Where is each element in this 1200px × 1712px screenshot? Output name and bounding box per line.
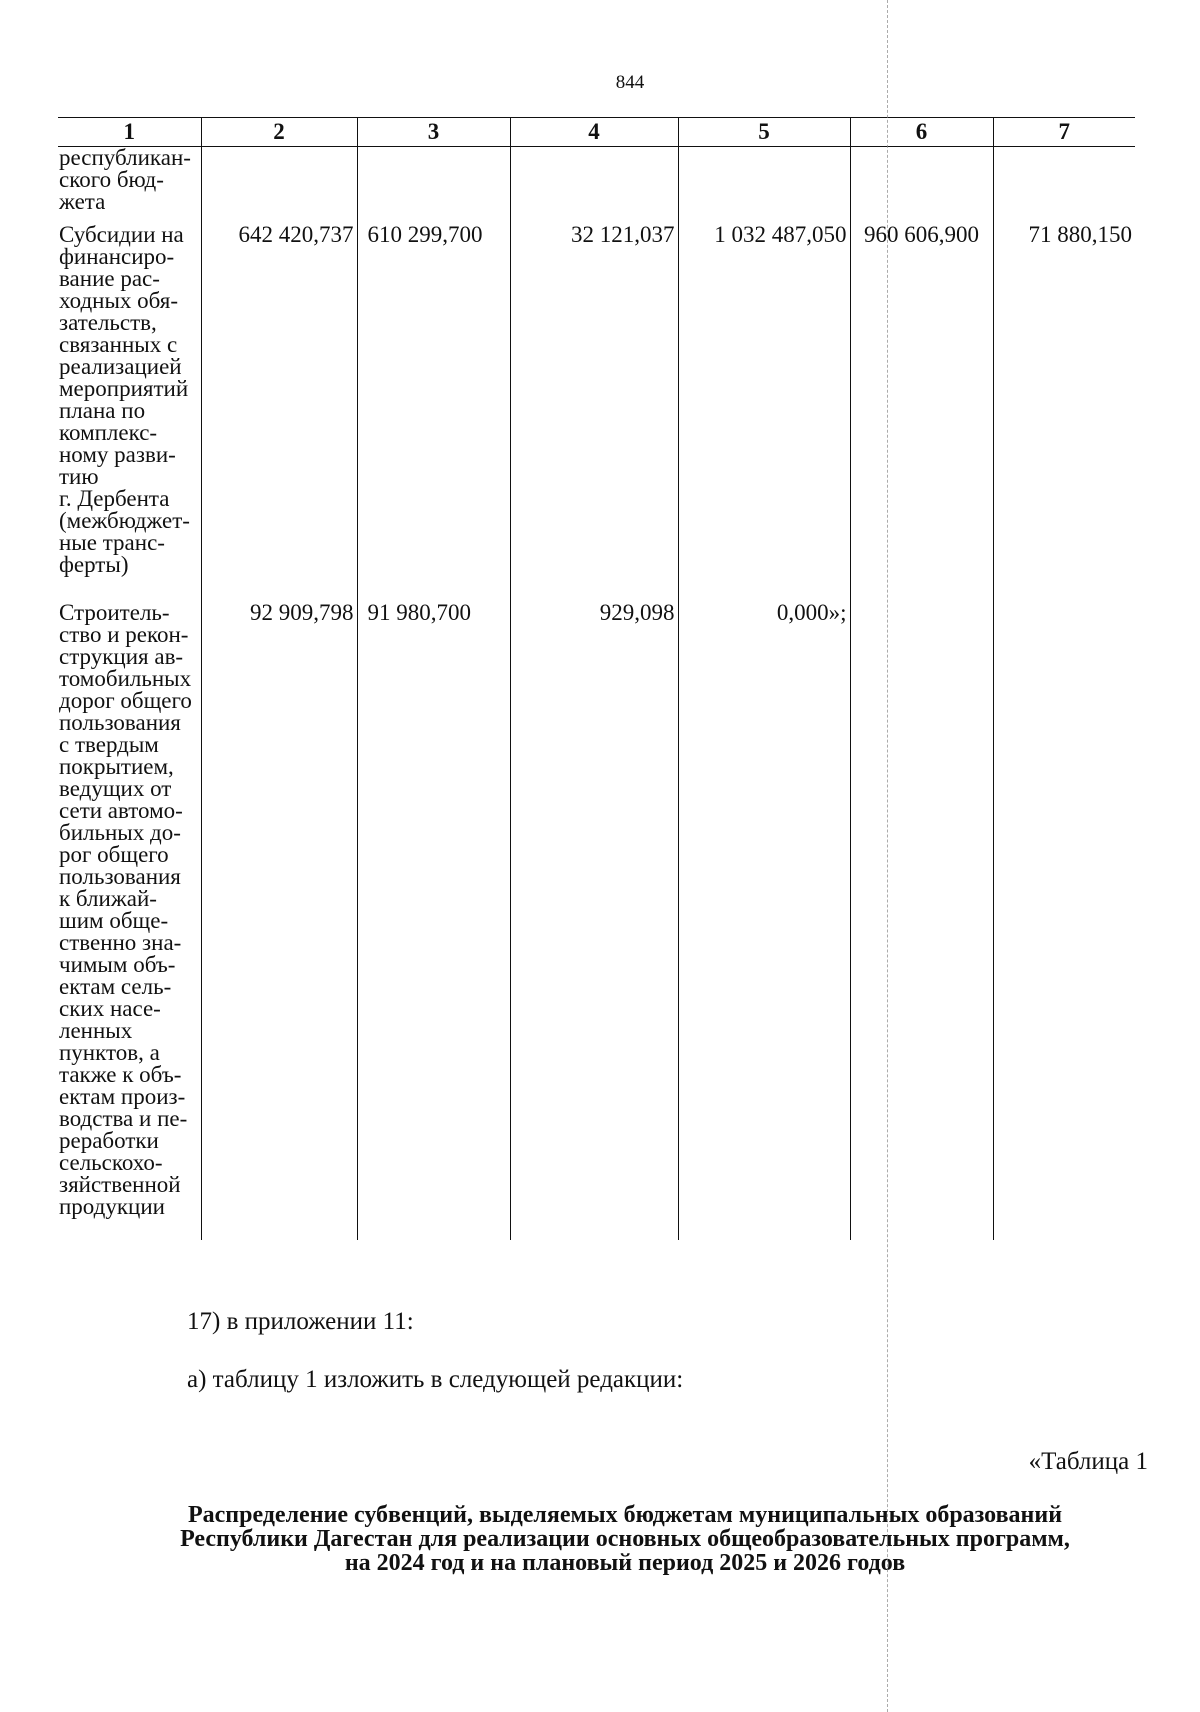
table-cell xyxy=(993,602,1135,1240)
heading-line: Республики Дагестан для реализации основных общеобразовательных программ, xyxy=(180,1526,1070,1552)
table-cell xyxy=(510,147,678,225)
row-label: республикан- ского бюд- жета xyxy=(59,145,191,214)
paragraph-instruction: а) таблицу 1 изложить в следующей редакции: xyxy=(187,1366,684,1393)
table-row xyxy=(58,224,1135,602)
column-header: 5 xyxy=(678,118,850,147)
table-cell: 32 121,037 xyxy=(510,224,678,602)
column-header: 2 xyxy=(201,118,357,147)
heading-line: на 2024 год и на плановый период 2025 и 2026 годов xyxy=(344,1550,906,1576)
table-label: «Таблица 1 xyxy=(1028,1448,1148,1475)
scan-fold-line xyxy=(887,0,888,1712)
budget-table xyxy=(58,117,1135,1240)
table-cell: 92 909,798 xyxy=(201,602,357,1240)
heading-line: Распределение субвенций, выделяемых бюджетам муниципальных образований xyxy=(187,1502,1063,1528)
table-cell: 91 980,700 xyxy=(357,602,510,1240)
table-cell xyxy=(850,602,993,1240)
table-cell: 960 606,900 xyxy=(850,224,993,602)
table-cell xyxy=(850,147,993,225)
table-cell: 929,098 xyxy=(510,602,678,1240)
row-label: Строитель- ство и рекон- струкция ав- томобильных дорог общего пользования с твердым покрытием, ведущих от сети автомо- бильных до- рог общего пользования к ближай- шим обще- ственно зна- чимым объ- ектам сель- ских насе- ленных пунктов, а также к объ- ектам произ- водства и пе- реработки сельскохо- зяйственной продукции xyxy=(59,600,192,1219)
section-heading xyxy=(60,1503,1190,1575)
page-number: 844 xyxy=(615,72,645,93)
column-header: 6 xyxy=(850,118,993,147)
table-cell: 71 880,150 xyxy=(993,224,1135,602)
table-cell: 1 032 487,050 xyxy=(678,224,850,602)
table-cell: 0,000»; xyxy=(678,602,850,1240)
table-row xyxy=(58,602,1135,1240)
table-row xyxy=(58,147,1135,225)
table-cell xyxy=(201,147,357,225)
row-label: Субсидии на финансиро- вание рас- ходных обя- зательств, связанных с реализацией мероприятий плана по комплекс- ному разви- тию г. Дербента (межбюджет- ные транс- ферты) xyxy=(59,222,190,577)
column-header: 4 xyxy=(510,118,678,147)
column-header: 3 xyxy=(357,118,510,147)
table-cell: 642 420,737 xyxy=(201,224,357,602)
table-cell: 610 299,700 xyxy=(357,224,510,602)
table-cell xyxy=(357,147,510,225)
table-cell xyxy=(678,147,850,225)
column-header: 7 xyxy=(993,118,1135,147)
table-cell xyxy=(993,147,1135,225)
paragraph-appendix-reference: 17) в приложении 11: xyxy=(187,1308,414,1335)
table-header-row xyxy=(58,118,1135,147)
column-header: 1 xyxy=(58,118,201,147)
